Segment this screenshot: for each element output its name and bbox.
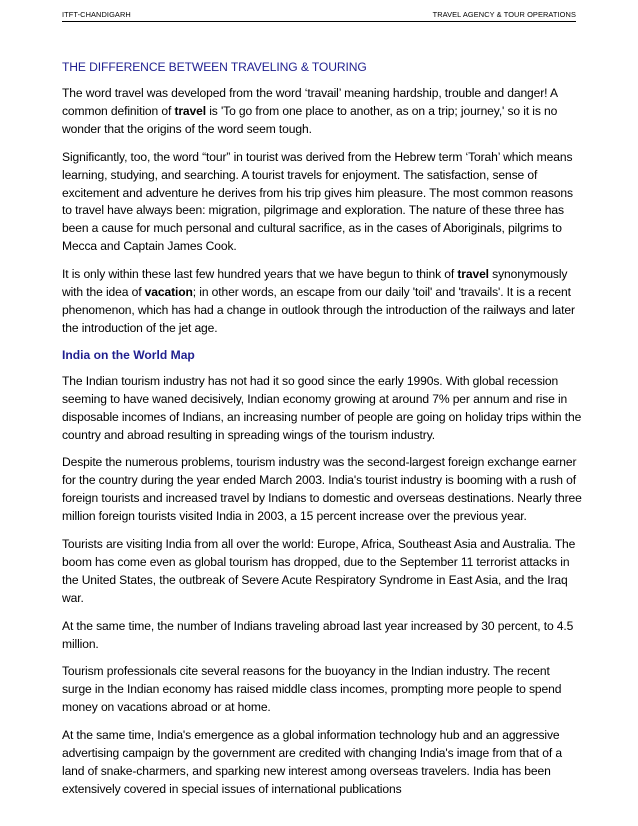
section-heading: India on the World Map xyxy=(62,347,195,362)
document-title: THE DIFFERENCE BETWEEN TRAVELING & TOURING xyxy=(62,60,367,74)
text-run: synonymously with the idea of xyxy=(62,267,568,300)
paragraph-industry-growth: The Indian tourism industry has not had it so good since the early 1990s. With global recession seeming to have waned decisively, Indian economy growing at around 7% per annum and rise in disposable incomes of Indians, an increasing number of people are going on holiday trips within the country and abroad resulting in spreading wings of the tourism industry. xyxy=(62,373,582,442)
bold-term: travel xyxy=(457,267,489,282)
document-body xyxy=(62,60,582,809)
text-run: The word travel was developed from the word ‘travail’ meaning hardship, trouble and danger! A common definition of xyxy=(62,86,558,118)
paragraph-world-tourists: Tourists are visiting India from all over the world: Europe, Africa, Southeast Asia and Australia. The boom has come even as global tourism has dropped, due to the September 11 terrorist attacks in the United States, the outbreak of Severe Acute Respiratory Syndrome in East Asia, and the Iraq war. xyxy=(62,537,576,605)
paragraph-it-hub: At the same time, India's emergence as a global information technology hub and an aggressive advertising campaign by the government are credited with changing India's image from that of a land of snake-charmers, and sparking new interest among overseas travelers. India has been extensively covered in special issues of international publications xyxy=(62,728,562,796)
bold-term: vacation xyxy=(144,285,193,300)
header-right: TRAVEL AGENCY & TOUR OPERATIONS xyxy=(432,10,576,19)
paragraph-indians-abroad: At the same time, the number of Indians traveling abroad last year increased by 30 percent, to 4.5 million. xyxy=(62,618,574,651)
bold-term: travel xyxy=(174,103,206,118)
header-left: ITFT-CHANDIGARH xyxy=(62,10,131,19)
text-run: is 'To go from one place to another, as on a trip; journey,' so it is no wonder that the origins of the word seem tough. xyxy=(62,103,558,136)
paragraph-foreign-exchange: Despite the numerous problems, tourism industry was the second-largest foreign exchange earner for the country during the year ended March 2003. India's tourist industry is booming with a rush of foreign tourists and increased travel by Indians to domestic and overseas destinations. Nearly three million foreign tourists visited India in 2003, a 15 percent increase over the previous year. xyxy=(62,455,582,524)
paragraph-travel-vacation xyxy=(62,266,582,338)
page-header xyxy=(62,10,576,22)
paragraph-tour-origin: Significantly, too, the word “tour” in tourist was derived from the Hebrew term ‘Torah’ which means learning, studying, and searching. A tourist travels for enjoyment. The satisfaction, sense of excitement and adventure he derives from his trip gives him pleasure. The most common reasons to travel have always been: migration, pilgrimage and exploration. The nature of these three has been a cause for much personal and cultural sacrifice, as in the cases of Aboriginals, pilgrims to Mecca and Captain James Cook. xyxy=(62,149,573,254)
text-run: ; in other words, an escape from our daily 'toil' and 'travails'. It is a recent phenomenon, which has had a change in outlook through the introduction of the railways and later the introduction of the jet age. xyxy=(62,285,575,335)
paragraph-travel-origin xyxy=(62,85,582,139)
paragraph-buoyancy-reasons: Tourism professionals cite several reasons for the buoyancy in the Indian industry. The recent surge in the Indian economy has raised middle class incomes, prompting more people to spend money on vacations abroad or at home. xyxy=(62,664,562,715)
text-run: It is only within these last few hundred years that we have begun to think of xyxy=(62,267,458,282)
